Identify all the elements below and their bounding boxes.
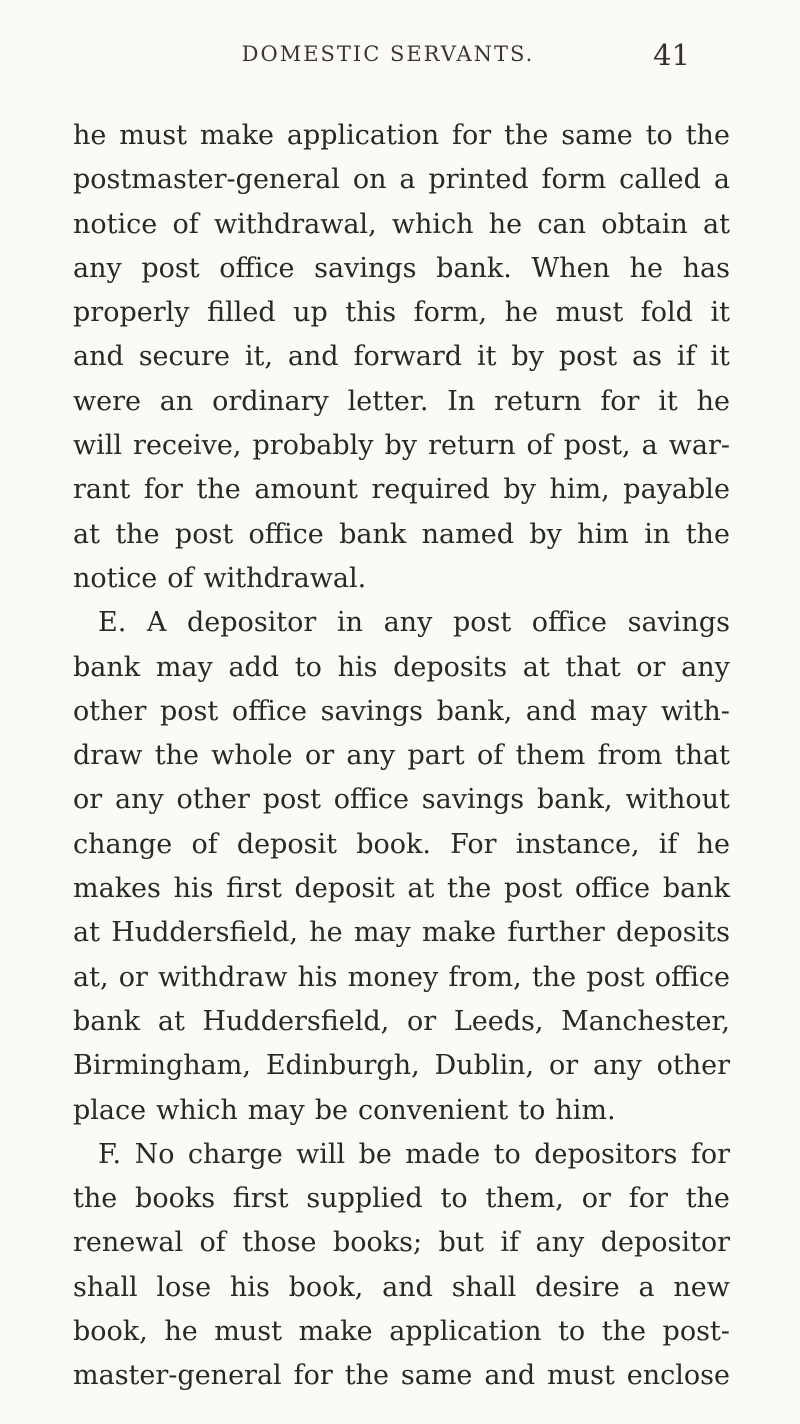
word: withdrawal, bbox=[213, 208, 377, 240]
word: A bbox=[146, 607, 167, 639]
word: book. bbox=[356, 828, 431, 860]
word: of bbox=[476, 740, 504, 772]
word: to bbox=[645, 120, 673, 151]
word: notice bbox=[73, 208, 158, 240]
word: he bbox=[73, 120, 107, 151]
word: money bbox=[347, 961, 439, 993]
word: him. bbox=[555, 1094, 616, 1126]
word: be bbox=[358, 1138, 392, 1170]
text-line bbox=[73, 513, 730, 557]
word: shall bbox=[73, 1271, 138, 1303]
word: his bbox=[337, 651, 378, 683]
word: to bbox=[558, 1316, 586, 1348]
word: bank bbox=[662, 873, 730, 905]
word: master-general bbox=[73, 1360, 282, 1392]
word: properly bbox=[73, 297, 190, 329]
word: part bbox=[407, 740, 465, 772]
word: office bbox=[248, 518, 324, 550]
word: further bbox=[507, 917, 605, 949]
word: withdraw bbox=[158, 961, 288, 993]
word: deposits bbox=[393, 651, 508, 683]
word: any bbox=[535, 1227, 585, 1259]
word: filled bbox=[207, 297, 276, 329]
word: bank, bbox=[536, 784, 613, 816]
word: by bbox=[503, 474, 536, 506]
word: for bbox=[628, 1183, 668, 1215]
word: at bbox=[407, 873, 435, 905]
text-line bbox=[73, 1266, 730, 1310]
word: book, bbox=[288, 1271, 364, 1303]
word: from, bbox=[448, 961, 522, 993]
word: his bbox=[297, 961, 338, 993]
word: rant bbox=[73, 474, 131, 506]
word: at, bbox=[73, 961, 109, 993]
word: any bbox=[114, 784, 164, 816]
word: E. bbox=[98, 607, 127, 639]
word: return bbox=[428, 430, 516, 462]
word: it bbox=[710, 341, 730, 373]
text-line bbox=[73, 203, 730, 247]
word: form, bbox=[413, 297, 488, 329]
text-line bbox=[73, 1089, 730, 1133]
word: it, bbox=[244, 341, 273, 373]
word: this bbox=[345, 297, 397, 329]
word: he bbox=[488, 208, 523, 240]
word: must bbox=[214, 1316, 282, 1348]
word: post bbox=[262, 784, 321, 816]
body-text bbox=[73, 114, 730, 1399]
word: change bbox=[73, 828, 173, 860]
word: a bbox=[641, 430, 658, 462]
paragraph-start-line bbox=[73, 601, 730, 645]
word: same bbox=[561, 120, 633, 151]
word: desire bbox=[535, 1271, 620, 1303]
word: may bbox=[353, 917, 411, 949]
word: if bbox=[658, 828, 678, 860]
word: In bbox=[447, 385, 476, 417]
word: F. bbox=[98, 1138, 122, 1170]
word: post bbox=[586, 961, 645, 993]
text-line bbox=[73, 690, 730, 734]
word: bank bbox=[73, 651, 141, 683]
word: notice bbox=[73, 562, 158, 594]
word: and bbox=[525, 695, 577, 727]
word: he bbox=[164, 1316, 198, 1348]
word: the bbox=[685, 518, 730, 550]
word: convenient bbox=[358, 1094, 509, 1126]
page-header bbox=[0, 38, 800, 82]
word: books; bbox=[332, 1227, 423, 1259]
word: the bbox=[531, 961, 577, 993]
word: for bbox=[143, 474, 183, 506]
text-line bbox=[73, 1354, 730, 1398]
word: him bbox=[577, 518, 629, 550]
word: as bbox=[631, 341, 662, 373]
word: form bbox=[541, 164, 607, 196]
word: office bbox=[531, 607, 607, 639]
word: make bbox=[298, 1316, 373, 1348]
word: makes bbox=[73, 873, 161, 905]
word: savings bbox=[627, 607, 730, 639]
word: without bbox=[625, 784, 730, 816]
word: with- bbox=[660, 695, 730, 727]
word: amount bbox=[254, 474, 358, 506]
word: for bbox=[690, 1138, 730, 1170]
word: it bbox=[658, 385, 678, 417]
word: withdrawal. bbox=[203, 562, 367, 594]
word: may bbox=[155, 651, 213, 683]
word: a bbox=[713, 164, 730, 196]
word: or bbox=[548, 1050, 579, 1082]
word: or bbox=[636, 651, 666, 683]
word: bank bbox=[339, 518, 407, 550]
word: him, bbox=[549, 474, 610, 506]
word: the bbox=[154, 740, 199, 772]
word: post bbox=[141, 252, 200, 284]
word: the bbox=[115, 518, 160, 550]
word: office bbox=[574, 873, 651, 905]
word: at bbox=[73, 917, 100, 949]
text-line bbox=[73, 424, 730, 468]
word: Leeds, bbox=[453, 1005, 544, 1037]
word: or bbox=[304, 740, 335, 772]
word: Birmingham, bbox=[73, 1050, 251, 1082]
word: from bbox=[597, 740, 663, 772]
text-line bbox=[73, 468, 730, 512]
word: it bbox=[710, 297, 730, 329]
word: savings bbox=[421, 784, 525, 816]
word: post, bbox=[563, 430, 631, 462]
word: fold bbox=[640, 297, 693, 329]
text-line bbox=[73, 1000, 730, 1044]
word: bank, bbox=[436, 695, 513, 727]
text-line bbox=[73, 1310, 730, 1354]
word: an bbox=[159, 385, 194, 417]
word: and bbox=[382, 1271, 433, 1303]
word: savings bbox=[314, 252, 417, 284]
word: can bbox=[537, 208, 586, 240]
word: them, bbox=[485, 1183, 564, 1215]
word: enclose bbox=[626, 1360, 730, 1392]
page-number: 41 bbox=[653, 38, 690, 72]
word: to bbox=[294, 651, 322, 683]
word: to bbox=[493, 1138, 521, 1170]
word: book, bbox=[73, 1316, 148, 1348]
word: return bbox=[494, 385, 582, 417]
word: that bbox=[565, 651, 621, 683]
word: by bbox=[384, 430, 418, 462]
word: them bbox=[515, 740, 586, 772]
word: if bbox=[676, 341, 696, 373]
word: to bbox=[440, 1183, 468, 1215]
word: the bbox=[685, 1183, 730, 1215]
word: office bbox=[231, 695, 308, 727]
word: any bbox=[73, 252, 122, 284]
word: he bbox=[696, 385, 730, 417]
word: at bbox=[702, 208, 730, 240]
word: in bbox=[336, 607, 363, 639]
word: post bbox=[452, 607, 512, 639]
word: but bbox=[438, 1227, 485, 1259]
word: depositor bbox=[187, 607, 317, 639]
word: the bbox=[73, 1183, 118, 1215]
word: other bbox=[73, 695, 147, 727]
word: a bbox=[638, 1271, 655, 1303]
word: When bbox=[531, 252, 610, 284]
word: required bbox=[371, 474, 490, 506]
text-line bbox=[73, 956, 730, 1000]
word: if bbox=[500, 1227, 520, 1259]
word: named bbox=[421, 518, 514, 550]
paragraph-start-line bbox=[73, 1133, 730, 1177]
word: printed bbox=[428, 164, 529, 196]
word: may bbox=[590, 695, 648, 727]
text-line bbox=[73, 734, 730, 778]
word: any bbox=[383, 607, 433, 639]
word: draw bbox=[73, 740, 143, 772]
text-line bbox=[73, 291, 730, 335]
word: the bbox=[504, 120, 549, 151]
word: payable bbox=[623, 474, 730, 506]
word: office bbox=[333, 784, 409, 816]
text-line bbox=[73, 1221, 730, 1265]
word: any bbox=[681, 651, 730, 683]
word: receive, bbox=[133, 430, 242, 462]
word: for bbox=[452, 120, 492, 151]
word: make bbox=[422, 917, 497, 949]
word: lose bbox=[156, 1271, 212, 1303]
word: depositor bbox=[600, 1227, 730, 1259]
word: a bbox=[399, 164, 416, 196]
text-line bbox=[73, 380, 730, 424]
word: forward bbox=[353, 341, 463, 373]
word: at bbox=[157, 1005, 185, 1037]
word: post bbox=[558, 341, 618, 373]
word: instance, bbox=[515, 828, 640, 860]
word: those bbox=[242, 1227, 317, 1259]
word: probably bbox=[252, 430, 374, 462]
text-line bbox=[73, 823, 730, 867]
text-line bbox=[73, 335, 730, 379]
word: his bbox=[229, 1271, 270, 1303]
word: war- bbox=[668, 430, 730, 462]
word: the bbox=[447, 873, 492, 905]
text-line bbox=[73, 646, 730, 690]
text-line bbox=[73, 1177, 730, 1221]
word: the bbox=[344, 1360, 389, 1392]
word: any bbox=[593, 1050, 642, 1082]
word: post- bbox=[662, 1316, 730, 1348]
word: office bbox=[219, 252, 295, 284]
word: by bbox=[529, 518, 562, 550]
word: the bbox=[601, 1316, 646, 1348]
word: first bbox=[232, 1183, 289, 1215]
word: letter. bbox=[347, 385, 429, 417]
word: application bbox=[286, 120, 440, 151]
word: for bbox=[600, 385, 640, 417]
word: be bbox=[314, 1094, 348, 1126]
word: Dublin, bbox=[434, 1050, 535, 1082]
word: add bbox=[228, 651, 280, 683]
word: Edinburgh, bbox=[265, 1050, 420, 1082]
word: were bbox=[73, 385, 141, 417]
word: he bbox=[504, 297, 538, 329]
word: supplied bbox=[306, 1183, 423, 1215]
word: For bbox=[450, 828, 497, 860]
word: shall bbox=[451, 1271, 517, 1303]
word: at bbox=[73, 518, 100, 550]
word: will bbox=[73, 430, 123, 462]
word: he bbox=[696, 828, 730, 860]
word: may bbox=[247, 1094, 305, 1126]
word: of bbox=[199, 1227, 226, 1259]
word: secure bbox=[138, 341, 230, 373]
word: post bbox=[174, 518, 234, 550]
word: bank bbox=[73, 1005, 141, 1037]
word: new bbox=[673, 1271, 730, 1303]
word: called bbox=[619, 164, 701, 196]
word: of bbox=[526, 430, 553, 462]
word: post bbox=[503, 873, 563, 905]
word: or bbox=[581, 1183, 611, 1215]
text-line bbox=[73, 1044, 730, 1088]
word: or bbox=[118, 961, 148, 993]
word: renewal bbox=[73, 1227, 184, 1259]
word: must bbox=[547, 1360, 615, 1392]
word: which bbox=[391, 208, 474, 240]
text-line bbox=[73, 557, 730, 601]
word: other bbox=[176, 784, 250, 816]
word: his bbox=[173, 873, 214, 905]
word: of bbox=[191, 828, 218, 860]
word: he bbox=[629, 252, 664, 284]
text-line bbox=[73, 911, 730, 955]
word: application bbox=[389, 1316, 542, 1348]
word: of bbox=[172, 208, 199, 240]
text-line bbox=[73, 247, 730, 291]
word: Huddersfield, bbox=[202, 1005, 390, 1037]
word: charge bbox=[187, 1138, 283, 1170]
word: for bbox=[293, 1360, 333, 1392]
word: bank. bbox=[436, 252, 512, 284]
word: books bbox=[135, 1183, 216, 1215]
word: and bbox=[484, 1360, 536, 1392]
text-line bbox=[73, 114, 730, 158]
word: it bbox=[476, 341, 497, 373]
word: deposit bbox=[236, 828, 338, 860]
word: post bbox=[159, 695, 219, 727]
word: other bbox=[656, 1050, 730, 1082]
word: Huddersfield, bbox=[111, 917, 298, 949]
word: deposit bbox=[294, 873, 395, 905]
word: must bbox=[119, 120, 187, 151]
word: any bbox=[346, 740, 396, 772]
word: Manchester, bbox=[561, 1005, 730, 1037]
word: up bbox=[293, 297, 328, 329]
word: and bbox=[73, 341, 124, 373]
word: must bbox=[555, 297, 624, 329]
word: obtain bbox=[601, 208, 688, 240]
word: place bbox=[73, 1094, 147, 1126]
word: to bbox=[518, 1094, 546, 1126]
word: has bbox=[682, 252, 730, 284]
word: or bbox=[406, 1005, 437, 1037]
word: made bbox=[405, 1138, 481, 1170]
word: which bbox=[156, 1094, 238, 1126]
word: deposits bbox=[615, 917, 730, 949]
word: of bbox=[167, 562, 194, 594]
word: make bbox=[199, 120, 274, 151]
running-head: DOMESTIC SERVANTS. bbox=[241, 42, 535, 66]
text-line bbox=[73, 778, 730, 822]
word: on bbox=[352, 164, 387, 196]
word: and bbox=[287, 341, 339, 373]
word: that bbox=[674, 740, 730, 772]
word: at bbox=[522, 651, 550, 683]
word: the bbox=[196, 474, 241, 506]
word: ordinary bbox=[212, 385, 329, 417]
word: first bbox=[226, 873, 282, 905]
word: the bbox=[685, 120, 730, 151]
word: in bbox=[644, 518, 671, 550]
text-line bbox=[73, 867, 730, 911]
word: or bbox=[73, 784, 103, 816]
word: No bbox=[134, 1138, 175, 1170]
word: by bbox=[511, 341, 544, 373]
word: depositors bbox=[534, 1138, 678, 1170]
word: postmaster-general bbox=[73, 164, 340, 196]
word: office bbox=[654, 961, 730, 993]
word: same bbox=[400, 1360, 473, 1392]
word: whole bbox=[211, 740, 293, 772]
word: he bbox=[309, 917, 343, 949]
word: savings bbox=[320, 695, 423, 727]
word: will bbox=[296, 1138, 346, 1170]
text-line bbox=[73, 158, 730, 202]
